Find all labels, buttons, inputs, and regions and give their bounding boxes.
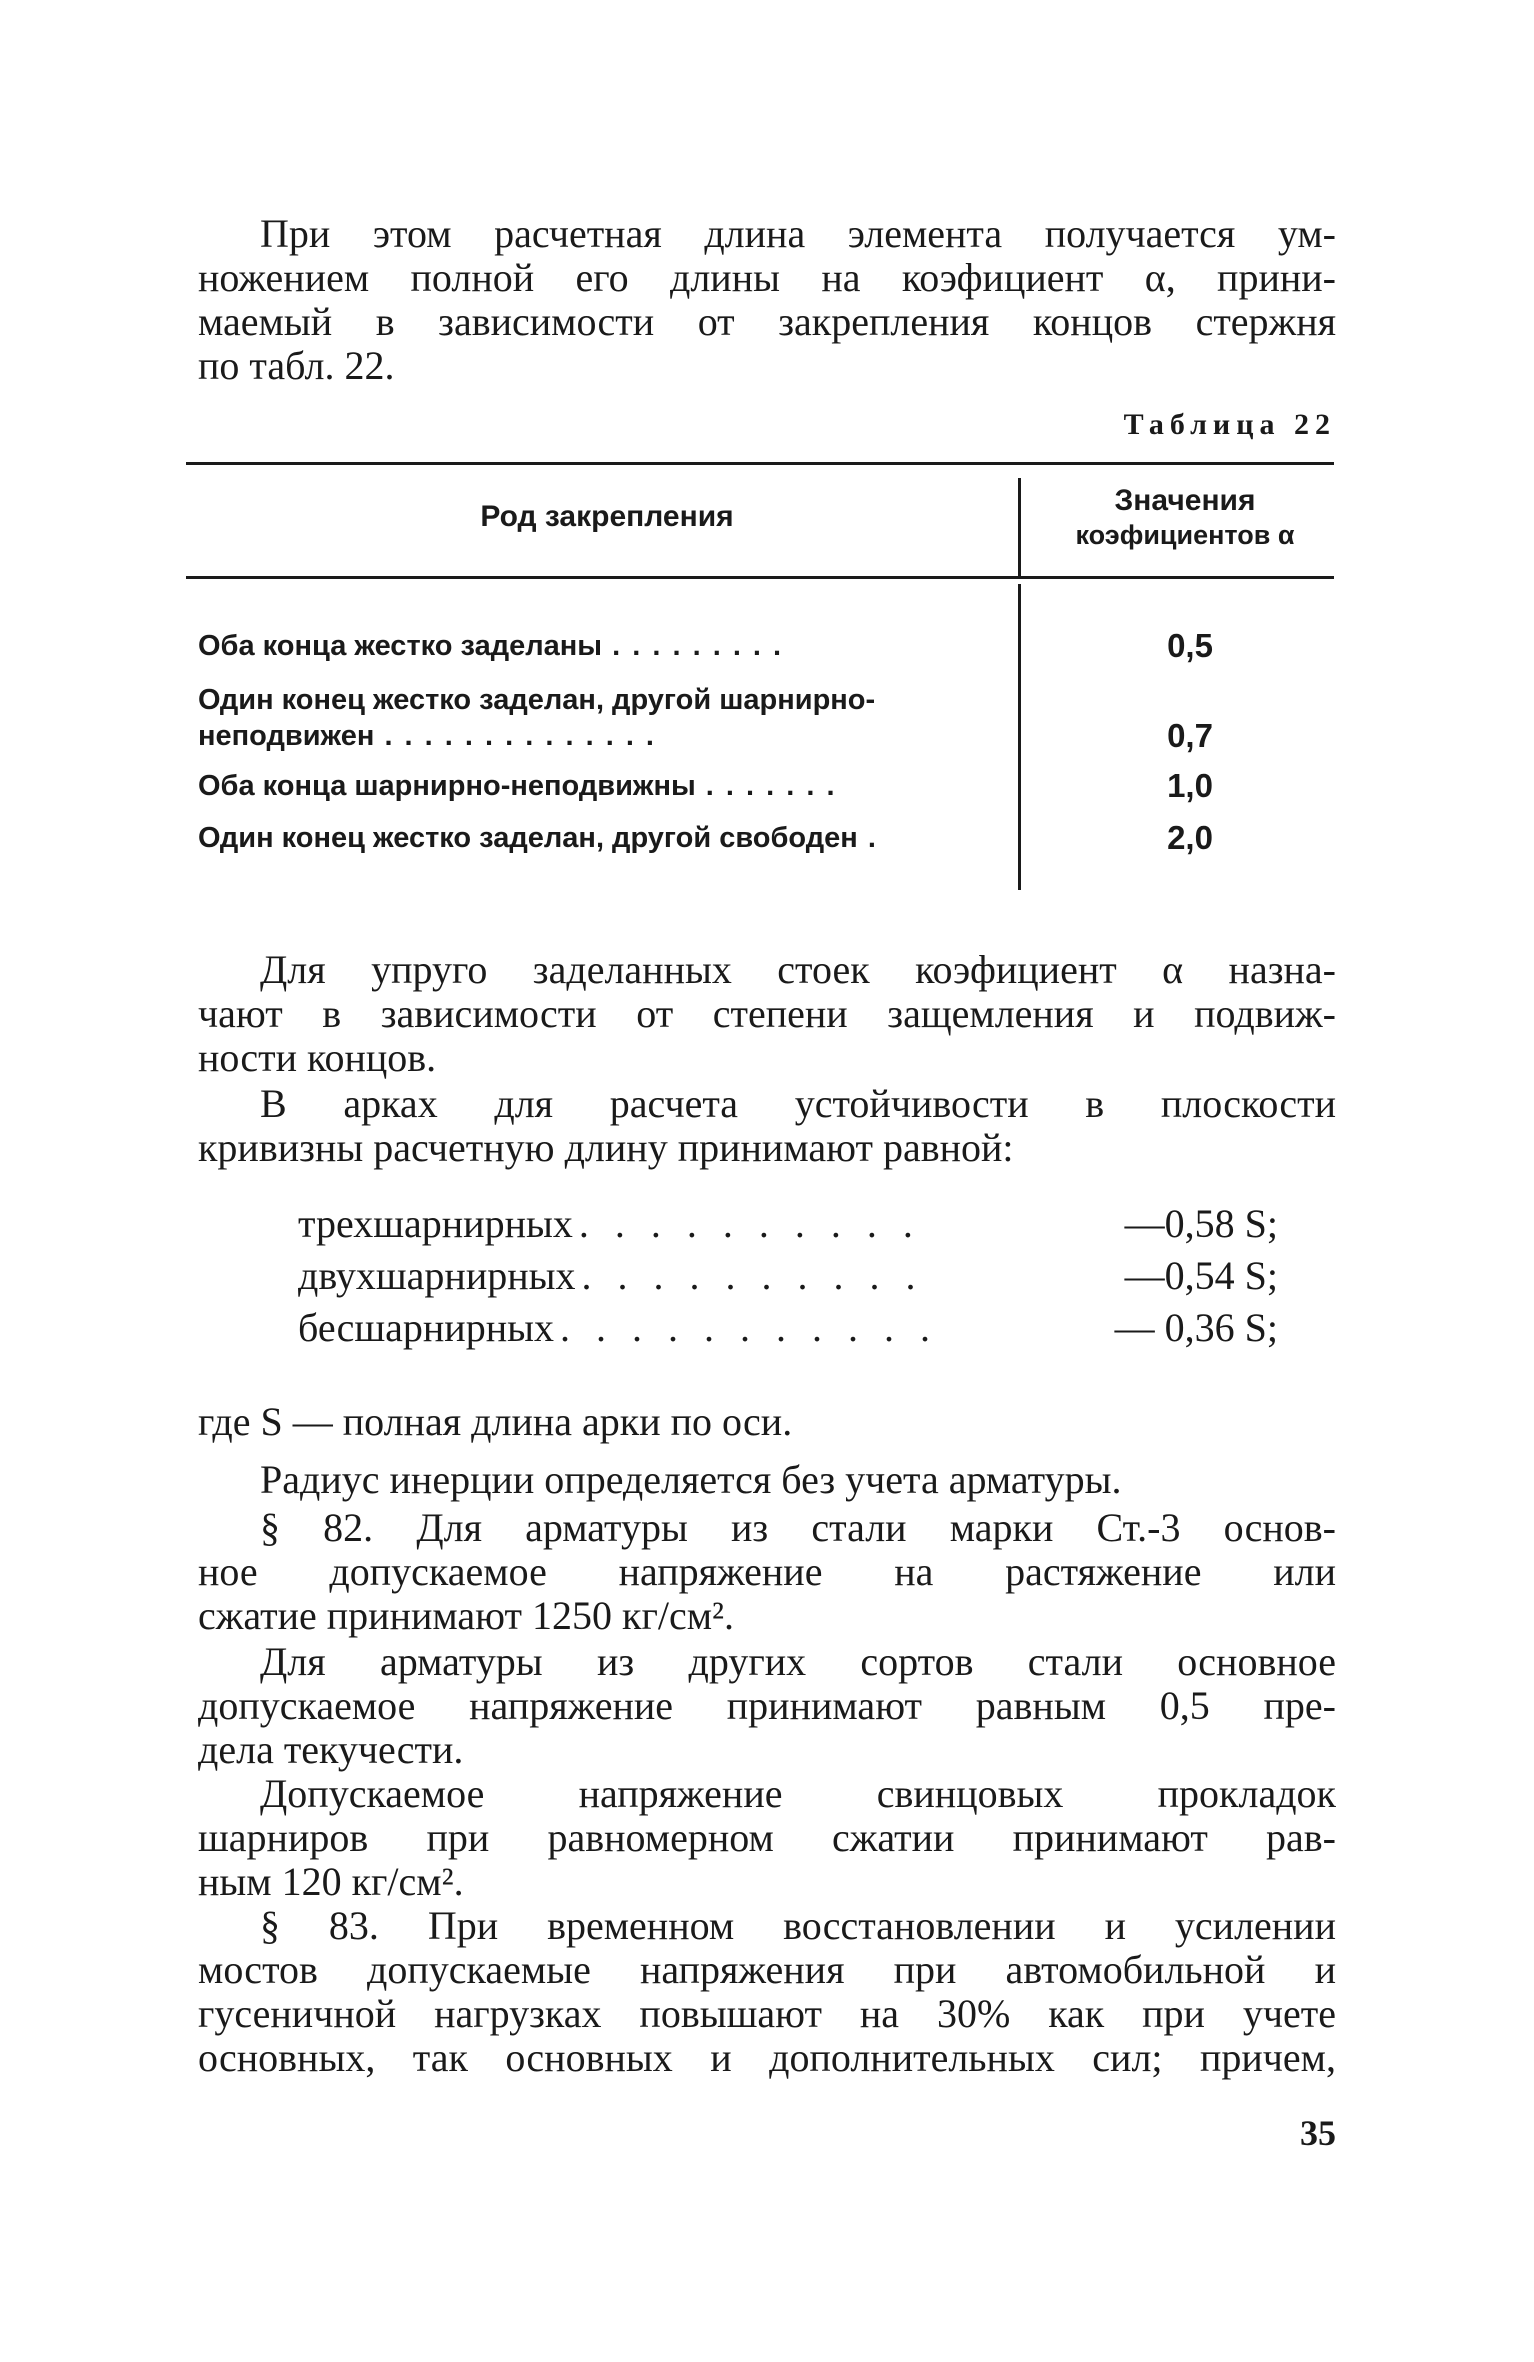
table-row-leader: . [857,822,878,854]
section-83-line: гусеничной нагрузках повышают на 30% как при учете [198,1991,1336,2036]
section-82-line: сжатие принимают 1250 кг/см². [198,1593,735,1638]
section-83-line: § 83. При временном восстановлении и усилении [260,1903,1336,1948]
section-82-line: ное допускаемое напряжение на растяжение или [198,1549,1336,1594]
table-row [198,820,1016,856]
section-82-line: § 82. Для арматуры из стали марки Ст.-3 основ- [260,1505,1336,1550]
page-number: 35 [1300,2113,1336,2153]
elastic-line: Для упруго заделанных стоек коэфициент α назна- [260,947,1336,992]
table-row-label: Оба конца шарнирно-неподвижны [198,770,696,802]
table-row-value: 0,7 [1167,717,1213,754]
formula-leader: . . . . . . . . . . [581,1253,924,1298]
table-row-label: Оба конца жестко заделаны [198,630,603,662]
other-steel-line: допускаемое напряжение принимают равным 0,5 пре- [198,1683,1336,1728]
table-top-rule [186,462,1334,465]
formula-name: двухшарнирных [298,1253,576,1298]
table-row-value: 1,0 [1167,767,1213,804]
elastic-line: чают в зависимости от степени защемления и подвиж- [198,991,1336,1036]
formula-row [298,1302,1278,1354]
table-row-value: 0,5 [1167,627,1213,664]
arches-line: В арках для расчета устойчивости в плоскости [260,1081,1336,1126]
formula-value: —0,58 S; [1124,1201,1278,1246]
other-steel-paragraph [198,1640,1336,1772]
table-row [198,768,1016,804]
table-header-rule [186,576,1334,579]
table-header-divider [1018,478,1021,576]
table-header-col2-line2: коэфициентов α [1075,520,1295,550]
lead-line: Допускаемое напряжение свинцовых прокладок [260,1771,1336,1816]
section-83-line: основных, так основных и дополнительных сил; причем, [198,2035,1336,2080]
formula-value: — 0,36 S; [1114,1305,1278,1350]
arches-paragraph [198,1082,1336,1170]
table-title: Таблица 22 [1123,408,1336,441]
formula-leader: . . . . . . . . . . . [559,1305,938,1350]
table-row [198,628,1016,664]
formula-leader: . . . . . . . . . . [578,1201,921,1246]
section-82-paragraph [198,1506,1336,1638]
where-paragraph [198,1400,1336,1444]
table-row [198,682,1016,754]
section-83-paragraph [198,1904,1336,2080]
where-line: где S — полная длина арки по оси. [198,1399,793,1444]
table-row-label: Один конец жестко заделан, другой шарнирно- [198,684,876,716]
lead-paragraph [198,1772,1336,1904]
table-body-divider [1018,584,1021,890]
table-header-col1: Род закрепления [480,500,734,533]
table-row-leader: . . . . . . . . . . . . . . [374,720,656,752]
section-83-line: мостов допускаемые напряжения при автомобильной и [198,1947,1336,1992]
intro-paragraph [198,212,1336,388]
elastic-paragraph [198,948,1336,1080]
formula-value: —0,54 S; [1124,1253,1278,1298]
formula-name: трехшарнирных [298,1201,573,1246]
table-row-label-cont: неподвижен [198,720,375,752]
radius-line: Радиус инерции определяется без учета арматуры. [260,1457,1122,1502]
table-row-value: 2,0 [1167,819,1213,856]
table-row-leader: . . . . . . . . . [602,630,784,662]
formula-row [298,1250,1278,1302]
formula-name: бесшарнирных [298,1305,554,1350]
intro-line: При этом расчетная длина элемента получается ум- [260,211,1336,256]
lead-line: шарниров при равномерном сжатии принимают рав- [198,1815,1336,1860]
other-steel-line: Для арматуры из других сортов стали основное [260,1639,1336,1684]
intro-line: ножением полной его длины на коэфициент α, прини- [198,255,1336,300]
radius-paragraph [198,1458,1336,1502]
arches-line: кривизны расчетную длину принимают равной: [198,1125,1014,1170]
table-row-label: Один конец жестко заделан, другой свободен [198,822,858,854]
other-steel-line: дела текучести. [198,1727,464,1772]
table-header-col2-line1: Значения [1114,484,1256,517]
elastic-line: ности концов. [198,1035,437,1080]
formula-row [298,1198,1278,1250]
lead-line: ным 120 кг/см². [198,1859,464,1904]
intro-line: маемый в зависимости от закрепления концов стержня [198,299,1336,344]
intro-line: по табл. 22. [198,343,395,388]
table-row-leader: . . . . . . . [695,770,837,802]
